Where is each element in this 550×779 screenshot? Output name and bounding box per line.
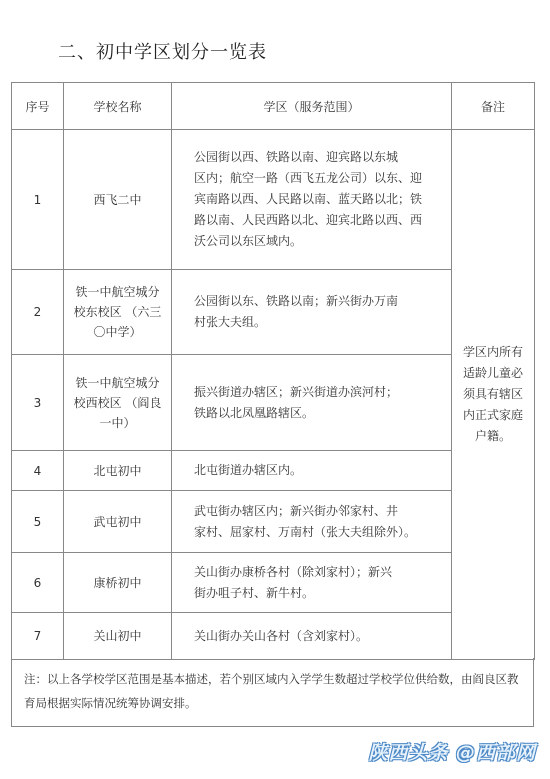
note-line: 内正式家庭 xyxy=(462,408,523,422)
district-area-cell xyxy=(172,613,452,660)
area-line: 关山街办康桥各村（除刘家村）；新兴 xyxy=(194,564,393,579)
school-name-line: （六三〇中学） xyxy=(93,305,162,339)
school-name-cell xyxy=(64,491,172,553)
school-name-cell xyxy=(64,270,172,355)
school-name-line: 北屯初中 xyxy=(93,463,142,478)
school-name-cell xyxy=(64,130,172,270)
area-line: 公园街以东、铁路以南；新兴街办万南 xyxy=(194,294,399,308)
school-name-line: 校西校区 xyxy=(73,395,122,410)
district-area-cell xyxy=(172,130,452,270)
area-line: 北屯街道办辖区内。 xyxy=(194,463,303,477)
area-line: 公园街以西、铁路以南、迎宾路以东城 xyxy=(194,150,399,164)
area-line: 沃公司以东区域内。 xyxy=(194,234,303,248)
note-cell xyxy=(452,130,535,660)
area-line: 路以南、人民西路以北、迎宾北路以西、西 xyxy=(194,213,423,227)
area-line: 街办咀子村、新牛村。 xyxy=(194,585,315,600)
header-area: 学区（服务范围） xyxy=(172,83,452,130)
note-line: 学区内所有 xyxy=(462,345,523,359)
school-name-line: 铁一中航空城分 xyxy=(75,375,160,390)
seq-cell: 1 xyxy=(12,130,64,270)
area-line: 家村、屈家村、万南村（张大夫组除外）。 xyxy=(194,524,417,539)
header-note: 备注 xyxy=(452,83,535,130)
table-header-row xyxy=(12,83,535,130)
school-name-line: 校东校区 xyxy=(73,305,122,319)
seq-cell: 7 xyxy=(12,613,64,660)
note-line: 须具有辖区 xyxy=(462,387,523,401)
area-line: 宾南路以西、人民路以南、蓝天路以北；铁 xyxy=(194,192,423,206)
area-line: 村张大夫组。 xyxy=(194,315,267,329)
area-line: 武屯街办辖区内；新兴街办邻家村、井 xyxy=(194,503,399,518)
header-seq: 序号 xyxy=(12,83,64,130)
seq-cell: 3 xyxy=(12,355,64,451)
source-watermark: 陕西头条 @西部网 xyxy=(368,742,536,764)
school-name-line: （阎良一中） xyxy=(99,395,162,430)
area-line: 区内；航空一路（西飞五龙公司）以东、迎 xyxy=(194,171,423,185)
school-district-table xyxy=(11,82,535,660)
note-line: 适龄儿童必 xyxy=(462,366,523,380)
school-name-cell xyxy=(64,553,172,613)
district-area-cell xyxy=(172,270,452,355)
table-row xyxy=(12,130,535,270)
area-line: 振兴街道办辖区；新兴街道办滨河村； xyxy=(194,384,399,399)
school-name-line: 铁一中航空城分 xyxy=(75,285,160,299)
footnote-text: 注：以上各学校学区范围是基本描述，若个别区域内入学学生数超过学校学位供给数，由阎良区教育局根据实际情况统筹协调安排。 xyxy=(24,672,519,710)
note-line: 户籍。 xyxy=(474,429,511,443)
seq-cell: 2 xyxy=(12,270,64,355)
header-school: 学校名称 xyxy=(64,83,172,130)
district-area-cell xyxy=(172,355,452,451)
school-name-cell xyxy=(64,451,172,491)
area-line: 铁路以北凤凰路辖区。 xyxy=(194,405,315,420)
seq-cell: 5 xyxy=(12,491,64,553)
seq-cell: 6 xyxy=(12,553,64,613)
district-area-cell xyxy=(172,553,452,613)
school-name-line: 康桥初中 xyxy=(93,575,142,590)
school-name-line: 西飞二中 xyxy=(93,192,142,207)
school-name-line: 武屯初中 xyxy=(93,514,142,529)
page-title: 二、初中学区划分一览表 xyxy=(58,42,267,63)
school-name-line: 关山初中 xyxy=(93,629,142,643)
school-name-cell xyxy=(64,355,172,451)
school-name-cell xyxy=(64,613,172,660)
district-area-cell xyxy=(172,451,452,491)
area-line: 关山街办关山各村（含刘家村）。 xyxy=(194,628,369,643)
table-footnote xyxy=(11,658,534,727)
district-area-cell xyxy=(172,491,452,553)
seq-cell: 4 xyxy=(12,451,64,491)
